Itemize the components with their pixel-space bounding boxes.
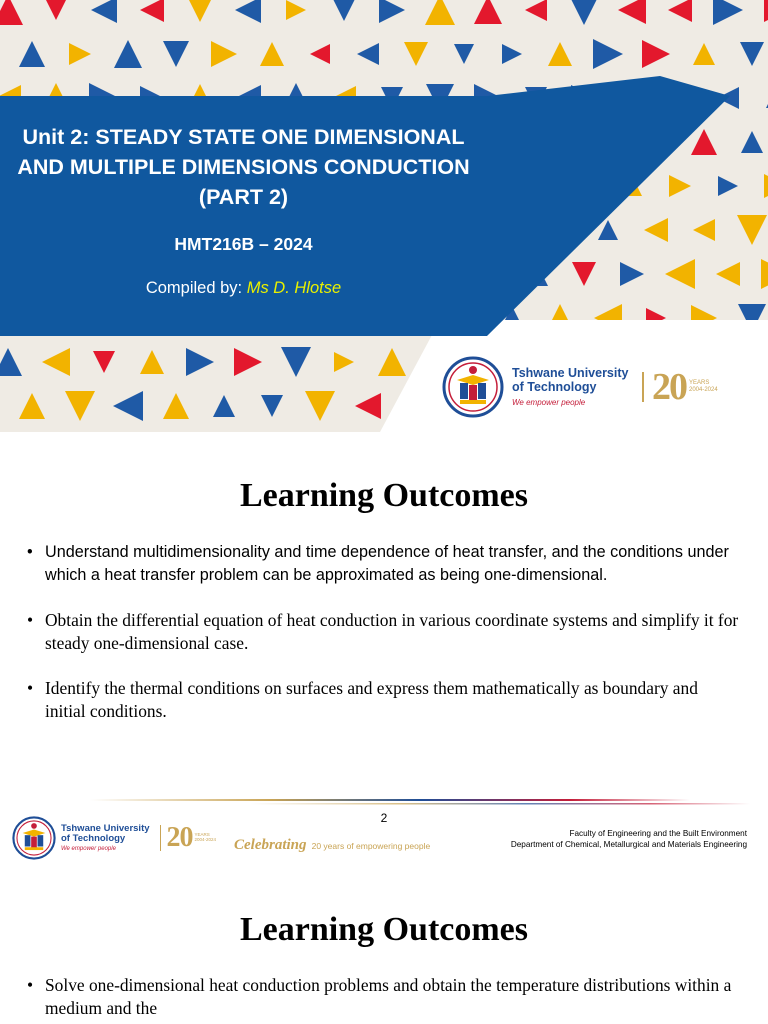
compiler-name: Ms D. Hlotse: [246, 279, 342, 297]
faculty-info: [511, 828, 747, 850]
bullet-icon: •: [27, 610, 34, 630]
footer-university-logo: [12, 816, 216, 860]
outcome-text: Identify the thermal conditions on surfaces and express them mathematically as boundary and initial conditions.: [45, 678, 698, 721]
bullet-icon: •: [27, 678, 34, 698]
outcomes-list: [0, 541, 768, 723]
slide-title: Unit 2: STEADY STATE ONE DIMENSIONAL AND MULTIPLE DIMENSIONS CONDUCTION (PART 2): [17, 125, 470, 209]
slide-heading: Learning Outcomes: [239, 911, 529, 948]
outcome-text: Obtain the differential equation of heat conduction in various coordinate systems and simplify it for steady one-dimensional case.: [45, 610, 739, 653]
page-number: 2: [380, 811, 388, 825]
university-name-line2: of Technology: [61, 832, 126, 844]
years-label: YEARS: [688, 380, 710, 387]
bullet-icon: •: [27, 543, 33, 561]
list-item: [0, 677, 768, 723]
university-logo: [442, 356, 718, 418]
department-name: Department of Chemical, Metallurgical and Materials Engineering: [510, 840, 747, 849]
celebrating-word: Celebrating: [234, 837, 307, 853]
title-slide: [0, 0, 768, 432]
tut-emblem-icon: [12, 816, 56, 860]
list-item: [0, 541, 768, 587]
slide-heading: Learning Outcomes: [239, 477, 529, 514]
compiled-by: [0, 279, 487, 298]
years-label: YEARS: [194, 832, 210, 838]
outcome-text: Understand multidimensionality and time dependence of heat transfer, and the conditions under which a heat transfer problem can be approximated as being one-dimensional.: [45, 543, 729, 584]
compiled-label: Compiled by:: [145, 279, 243, 297]
university-name-line1: Tshwane University: [512, 366, 629, 381]
university-name-line1: Tshwane University: [61, 822, 150, 834]
tut-emblem-icon: [442, 356, 504, 418]
course-code: HMT216B – 2024: [174, 234, 313, 254]
learning-outcomes-slide: [0, 432, 768, 864]
university-name-line2: of Technology: [512, 379, 597, 394]
celebrating-rest: 20 years of empowering people: [311, 841, 431, 851]
list-item: [0, 609, 768, 655]
celebrating-tagline: [234, 834, 430, 854]
logo-divider: [642, 372, 644, 402]
years-range: 2004-2024: [688, 387, 718, 393]
outcome-text: Solve one-dimensional heat conduction problems and obtain the temperature distributions within a medium and the: [45, 975, 732, 1018]
bullet-icon: •: [27, 975, 34, 995]
outcomes-list: [0, 974, 768, 1020]
anniversary-number: 20: [651, 366, 686, 408]
years-range: 2004-2024: [194, 837, 217, 842]
university-motto: We empower people: [512, 397, 586, 407]
list-item: [0, 974, 768, 1020]
learning-outcomes-slide-continued: [0, 864, 768, 1024]
university-motto: We empower people: [61, 846, 116, 853]
logo-divider: [160, 825, 161, 851]
title-banner: [0, 96, 487, 336]
anniversary-number: 20: [166, 822, 193, 853]
footer-divider-lines: [0, 796, 768, 808]
faculty-name: Faculty of Engineering and the Built Environment: [569, 829, 747, 838]
